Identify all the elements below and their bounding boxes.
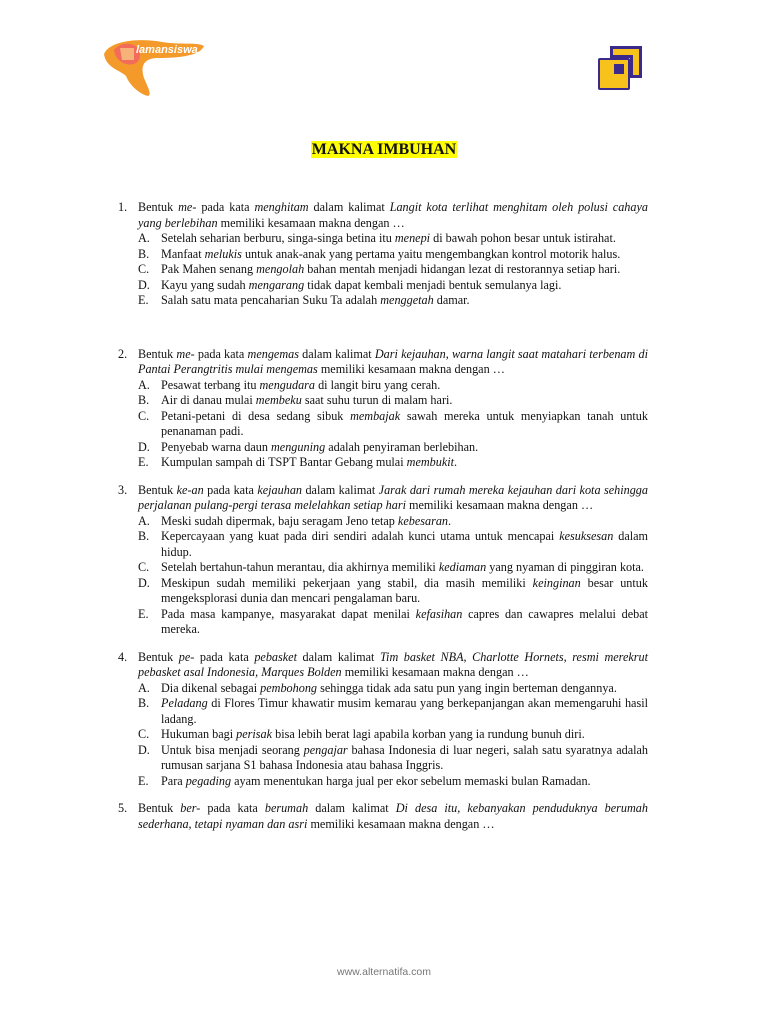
question-number: 2. <box>118 346 128 361</box>
question-stem: Bentuk me- pada kata mengemas dalam kalimat Dari kejauhan, warna langit saat matahari terbenam di Pantai Perangtritis mulai mengemas memiliki kesamaan makna dengan … <box>138 346 648 376</box>
option-text: Kayu yang sudah mengarang tidak dapat kembali menjadi bentuk semulanya lagi. <box>161 277 562 292</box>
option-item <box>138 393 648 409</box>
question-item <box>118 650 648 790</box>
option-letter: A. <box>138 680 150 695</box>
option-text: Hukuman bagi perisak bisa lebih berat lagi apabila korban yang ia rundung bunuh diri. <box>161 727 585 741</box>
italic-term: me- <box>176 346 195 361</box>
option-item <box>138 514 648 530</box>
question-number: 4. <box>118 649 128 664</box>
italic-term: keinginan <box>532 575 581 590</box>
option-letter: C. <box>138 560 150 574</box>
option-item <box>138 231 648 247</box>
italic-term: Di desa itu, kebanyakan penduduknya berumah sederhana, tetapi nyaman dan asri <box>138 801 648 831</box>
option-letter: C. <box>138 262 150 276</box>
option-letter: E. <box>138 773 149 788</box>
option-list <box>138 378 648 471</box>
option-text: Pak Mahen senang mengolah bahan mentah menjadi hidangan lezat di restorannya setiap hari. <box>161 262 621 276</box>
alternatifa-square-logo-icon <box>596 44 644 92</box>
option-text: Pesawat terbang itu mengudara di langit biru yang cerah. <box>161 377 441 392</box>
option-letter: B. <box>138 696 150 710</box>
italic-term: pegading <box>185 773 232 788</box>
italic-term: Peladang <box>161 696 208 710</box>
option-letter: B. <box>138 529 150 543</box>
option-item <box>138 607 648 638</box>
option-item <box>138 529 648 560</box>
question-stem: Bentuk me- pada kata menghitam dalam kalimat Langit kota terlihat menghitam oleh polusi cahaya yang berlebihan memiliki kesamaan makna dengan … <box>138 200 648 230</box>
option-letter: C. <box>138 727 150 741</box>
option-letter: A. <box>138 513 150 528</box>
option-item <box>138 247 648 263</box>
option-item <box>138 560 648 576</box>
option-text: Pada masa kampanye, masyarakat dapat menilai kefasihan capres dan cawapres melalui debat mereka. <box>161 606 648 636</box>
italic-term: kejauhan <box>257 482 303 497</box>
option-letter: A. <box>138 377 150 392</box>
italic-term: menggetah <box>380 293 434 307</box>
italic-term: membajak <box>350 408 401 423</box>
option-text: Meskipun sudah memiliki pekerjaan yang stabil, dia masih memiliki keinginan besar untuk mengeksplorasi dunia dan mencari pengalaman baru. <box>161 575 648 605</box>
option-text: Setelah bertahun-tahun merantau, dia akhirnya memiliki kediaman yang nyaman di pinggiran kota. <box>161 560 644 574</box>
question-number: 3. <box>118 482 128 497</box>
page-title: MAKNA IMBUHAN <box>311 141 457 158</box>
option-item <box>138 455 648 471</box>
italic-term: ke-an <box>176 482 204 497</box>
option-text: Penyebab warna daun menguning adalah penyiraman berlebihan. <box>161 439 479 454</box>
italic-term: mengemas <box>247 346 299 361</box>
italic-term: mengolah <box>256 262 305 276</box>
option-item <box>138 696 648 727</box>
option-letter: A. <box>138 231 150 245</box>
italic-term: Jarak dari rumah mereka kejauhan dari kota sehingga perjalanan pulang-pergi terasa melelahkan setiap hari <box>138 482 648 512</box>
option-item <box>138 440 648 456</box>
question-item <box>118 483 648 638</box>
logo-text: lamansiswa <box>136 44 198 56</box>
option-text: Setelah seharian berburu, singa-singa betina itu menepi di bawah pohon besar untuk istirahat. <box>161 231 616 245</box>
option-item <box>138 727 648 743</box>
italic-term: melukis <box>204 246 242 261</box>
option-text: Kepercayaan yang kuat pada diri sendiri adalah kunci utama untuk mencapai kesuksesan dalam hidup. <box>161 529 649 559</box>
italic-term: perisak <box>236 727 273 741</box>
option-item <box>138 774 648 790</box>
italic-term: pebasket <box>254 649 297 664</box>
option-letter: E. <box>138 293 149 307</box>
option-list <box>138 681 648 790</box>
question-stem: Bentuk pe- pada kata pebasket dalam kalimat Tim basket NBA, Charlotte Hornets, resmi merekrut pebasket asal Indonesia, Marques Bolden memiliki kesamaan makna dengan … <box>138 649 648 679</box>
italic-term: mengarang <box>248 277 305 292</box>
question-stem: Bentuk ke-an pada kata kejauhan dalam kalimat Jarak dari rumah mereka kejauhan dari kota sehingga perjalanan pulang-pergi terasa melelahkan setiap hari memiliki kesamaan makna dengan … <box>138 482 648 512</box>
italic-term: Langit kota terlihat menghitam oleh polusi cahaya yang berlebihan <box>138 200 648 230</box>
option-letter: B. <box>138 246 150 261</box>
question-number: 5. <box>118 801 128 815</box>
option-letter: B. <box>138 393 150 407</box>
italic-term: pembohong <box>260 680 318 695</box>
option-letter: D. <box>138 742 150 757</box>
option-list <box>138 514 648 638</box>
question-item <box>118 801 648 832</box>
italic-term: kediaman <box>438 560 487 574</box>
italic-term: me- <box>178 200 197 214</box>
italic-term: berumah <box>264 801 309 815</box>
option-letter: C. <box>138 408 150 423</box>
italic-term: menghitam <box>254 200 309 214</box>
italic-term: menepi <box>394 231 431 245</box>
footer-url: www.alternatifa.com <box>337 966 431 978</box>
italic-term: ber- <box>180 801 201 815</box>
option-item <box>138 262 648 278</box>
option-text: Manfaat melukis untuk anak-anak yang pertama yaitu mengembangkan kontrol motorik halus. <box>161 246 621 261</box>
lamansiswa-logo <box>100 36 210 98</box>
option-letter: E. <box>138 606 149 621</box>
option-text: Air di danau mulai membeku saat suhu turun di malam hari. <box>161 393 453 407</box>
italic-term: kefasihan <box>415 606 463 621</box>
italic-term: membukit <box>406 455 455 469</box>
option-item <box>138 743 648 774</box>
option-text: Peladang di Flores Timur khawatir musim kemarau yang berkepanjangan akan memengaruhi hasil ladang. <box>161 696 648 726</box>
option-item <box>138 293 648 309</box>
italic-term: pe- <box>178 649 195 664</box>
option-letter: D. <box>138 575 150 590</box>
option-item <box>138 378 648 394</box>
italic-term: pengajar <box>303 742 348 757</box>
question-list <box>118 200 648 832</box>
option-text: Kumpulan sampah di TSPT Bantar Gebang mulai membukit. <box>161 455 458 469</box>
italic-term: mengudara <box>259 377 316 392</box>
option-text: Salah satu mata pencaharian Suku Ta adalah menggetah damar. <box>161 293 470 307</box>
option-letter: D. <box>138 439 150 454</box>
italic-term: kesuksesan <box>559 529 614 543</box>
question-number: 1. <box>118 200 128 214</box>
option-item <box>138 409 648 440</box>
italic-term: Tim basket NBA, Charlotte Hornets, resmi merekrut pebasket asal Indonesia, Marques Bolden <box>138 649 648 679</box>
italic-term: menguning <box>271 439 326 454</box>
question-stem: Bentuk ber- pada kata berumah dalam kalimat Di desa itu, kebanyakan penduduknya berumah sederhana, tetapi nyaman dan asri memiliki kesamaan makna dengan … <box>138 801 648 831</box>
option-text: Dia dikenal sebagai pembohong sehingga tidak ada satu pun yang ingin berteman dengannya. <box>161 680 617 695</box>
italic-term: kebesaran <box>397 513 449 528</box>
question-item <box>118 200 648 309</box>
alternatifa-logo <box>596 44 644 92</box>
italic-term: Dari kejauhan, warna langit saat matahari terbenam di Pantai Perangtritis mulai mengemas <box>138 346 648 376</box>
option-item <box>138 278 648 294</box>
question-item <box>118 347 648 471</box>
option-letter: D. <box>138 277 150 292</box>
option-item <box>138 681 648 697</box>
option-list <box>138 231 648 309</box>
option-text: Para pegading ayam menentukan harga jual per ekor sebelum memaski bulan Ramadan. <box>161 773 591 788</box>
option-item <box>138 576 648 607</box>
option-letter: E. <box>138 455 149 469</box>
italic-term: membeku <box>255 393 302 407</box>
option-text: Petani-petani di desa sedang sibuk membajak sawah mereka untuk menyiapkan tanah untuk penanaman padi. <box>161 408 648 438</box>
option-text: Untuk bisa menjadi seorang pengajar bahasa Indonesia di luar negeri, salah satu syaratnya adalah rumusan sarjana S1 bahasa Indonesia atau bahasa Inggris. <box>161 742 648 772</box>
option-text: Meski sudah dipermak, baju seragam Jeno tetap kebesaran. <box>161 513 452 528</box>
